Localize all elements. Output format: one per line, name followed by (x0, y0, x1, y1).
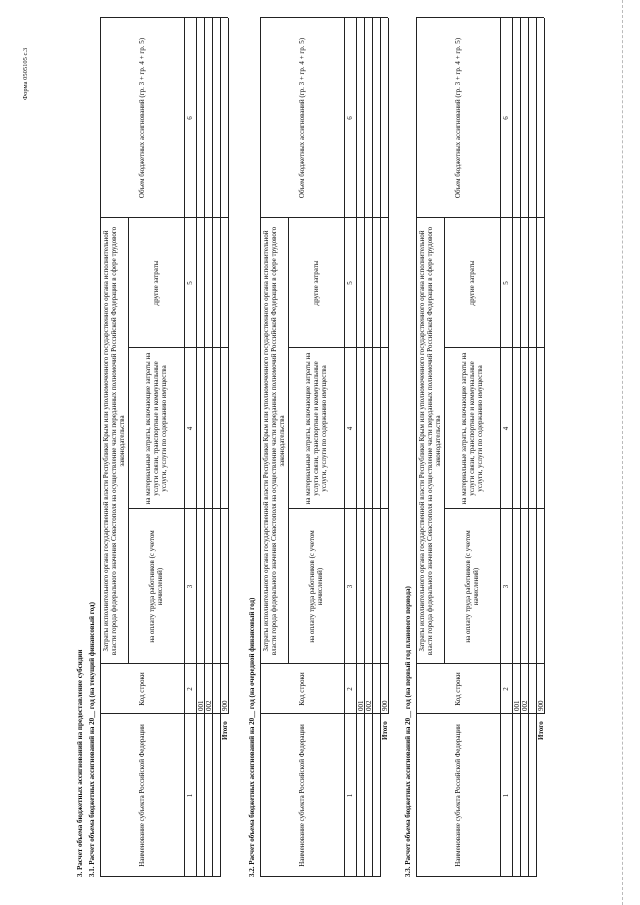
column-number: 1 (502, 793, 510, 798)
header-labor: на оплату труда работников (с учетом начислений) (308, 530, 324, 643)
header-divider (444, 218, 445, 664)
column-number: 4 (346, 426, 354, 431)
column-number: 3 (502, 584, 510, 589)
row-code: 001 (513, 700, 521, 711)
column-rule (100, 17, 228, 18)
row-code: 002 (521, 700, 529, 711)
header-cost_group: Затраты исполнительного органа государственной власти Республики Крым или уполномоченного государственного органа исполнительной власти города федерального значения Севастополя на осуществление части переданных полномочий Российской Федерации в сфере трудового законодательства (262, 226, 286, 656)
column-number: 5 (346, 281, 354, 285)
row-rule (212, 18, 213, 877)
row-rule (372, 18, 373, 877)
section-title: 3.2. Расчет объема бюджетных ассигнований на 20__ год (на очередной финансовый год) (248, 597, 256, 877)
section-title: 3.1. Расчет объема бюджетных ассигнований на 20__ год (на текущий финансовый год) (88, 602, 96, 877)
column-rule (416, 713, 544, 714)
numbering-rule (196, 18, 197, 877)
form-code: Форма 0505105 с.3 (22, 47, 29, 100)
row-rule (520, 18, 521, 877)
column-number: 6 (502, 116, 510, 120)
header-bottom-rule (184, 18, 185, 877)
numbering-rule (512, 18, 513, 877)
row-rule (528, 18, 529, 877)
header-subject: Наименование субъекта Российской Федерации (138, 724, 146, 867)
header-volume: Объем бюджетных ассигнований (гр. 3 + гр. 4 + гр. 5) (454, 37, 462, 199)
column-rule (128, 508, 228, 509)
row-rule (364, 18, 365, 877)
column-rule (416, 17, 544, 18)
header-volume: Объем бюджетных ассигнований (гр. 3 + гр. 4 + гр. 5) (298, 37, 306, 199)
total-code: 900 (537, 700, 545, 711)
column-number: 2 (346, 687, 354, 691)
header-labor: на оплату труда работников (с учетом начислений) (148, 530, 164, 643)
total-label: Итого (221, 721, 229, 740)
row-rule (220, 18, 221, 877)
column-rule (260, 663, 388, 664)
column-number: 6 (346, 116, 354, 120)
column-number: 4 (186, 426, 194, 431)
header-other: другие затраты (152, 260, 160, 306)
header-volume: Объем бюджетных ассигнований (гр. 3 + гр. 4 + гр. 5) (138, 37, 146, 199)
header-divider (128, 218, 129, 664)
header-other: другие затраты (468, 260, 476, 306)
section-3-heading: 3. Расчет объема бюджетных ассигнований на предоставление субсидии (76, 649, 84, 877)
row-code: 002 (205, 700, 213, 711)
total-label: Итого (537, 721, 545, 740)
column-number: 2 (502, 687, 510, 691)
scan-edge (622, 0, 624, 905)
row-rule (536, 18, 537, 877)
column-number: 3 (186, 584, 194, 589)
total-rule (544, 18, 545, 714)
column-rule (100, 217, 228, 218)
column-rule (128, 347, 228, 348)
header-bottom-rule (344, 18, 345, 877)
header-material: на материальные затраты, включающие затраты на услуги связи, транспортные и коммунальные услуги, услуги по содержанию имущества (460, 352, 484, 505)
numbering-rule (356, 18, 357, 877)
column-rule (100, 713, 228, 714)
column-number: 4 (502, 426, 510, 431)
column-number: 5 (502, 281, 510, 285)
column-rule (100, 876, 220, 877)
header-labor: на оплату труда работников (с учетом начислений) (464, 530, 480, 643)
total-code: 900 (381, 700, 389, 711)
column-rule (444, 508, 544, 509)
column-rule (416, 217, 544, 218)
header-code: Код строки (298, 672, 306, 706)
column-number: 1 (186, 793, 194, 798)
column-rule (444, 347, 544, 348)
column-number: 5 (186, 281, 194, 285)
total-rule (388, 18, 389, 714)
row-code: 001 (197, 700, 205, 711)
header-material: на материальные затраты, включающие затраты на услуги связи, транспортные и коммунальные услуги, услуги по содержанию имущества (304, 352, 328, 505)
total-rule (228, 18, 229, 714)
row-rule (380, 18, 381, 877)
section-title: 3.3. Расчет объема бюджетных ассигнований на 20__ год (на первый год планового периода) (404, 586, 412, 877)
total-code: 900 (221, 700, 229, 711)
row-code: 002 (365, 700, 373, 711)
column-number: 6 (186, 116, 194, 120)
column-rule (288, 508, 388, 509)
header-other: другие затраты (312, 260, 320, 306)
column-rule (260, 876, 380, 877)
column-number: 2 (186, 687, 194, 691)
total-label: Итого (381, 721, 389, 740)
header-subject: Наименование субъекта Российской Федерации (454, 724, 462, 867)
column-number: 3 (346, 584, 354, 589)
row-rule (204, 18, 205, 877)
header-material: на материальные затраты, включающие затраты на услуги связи, транспортные и коммунальные услуги, услуги по содержанию имущества (144, 352, 168, 505)
header-cost_group: Затраты исполнительного органа государственной власти Республики Крым или уполномоченного государственного органа исполнительной власти города федерального значения Севастополя на осуществление части переданных полномочий Российской Федерации в сфере трудового законодательства (418, 226, 442, 656)
header-code: Код строки (454, 672, 462, 706)
column-rule (416, 876, 536, 877)
column-rule (260, 217, 388, 218)
row-code: 001 (357, 700, 365, 711)
header-bottom-rule (500, 18, 501, 877)
header-cost_group: Затраты исполнительного органа государственной власти Республики Крым или уполномоченного государственного органа исполнительной власти города федерального значения Севастополя на осуществление части переданных полномочий Российской Федерации в сфере трудового законодательства (102, 226, 126, 656)
column-rule (260, 713, 388, 714)
column-number: 1 (346, 793, 354, 798)
column-rule (100, 663, 228, 664)
column-rule (288, 347, 388, 348)
header-subject: Наименование субъекта Российской Федерации (298, 724, 306, 867)
header-divider (288, 218, 289, 664)
header-code: Код строки (138, 672, 146, 706)
column-rule (260, 17, 388, 18)
column-rule (416, 663, 544, 664)
